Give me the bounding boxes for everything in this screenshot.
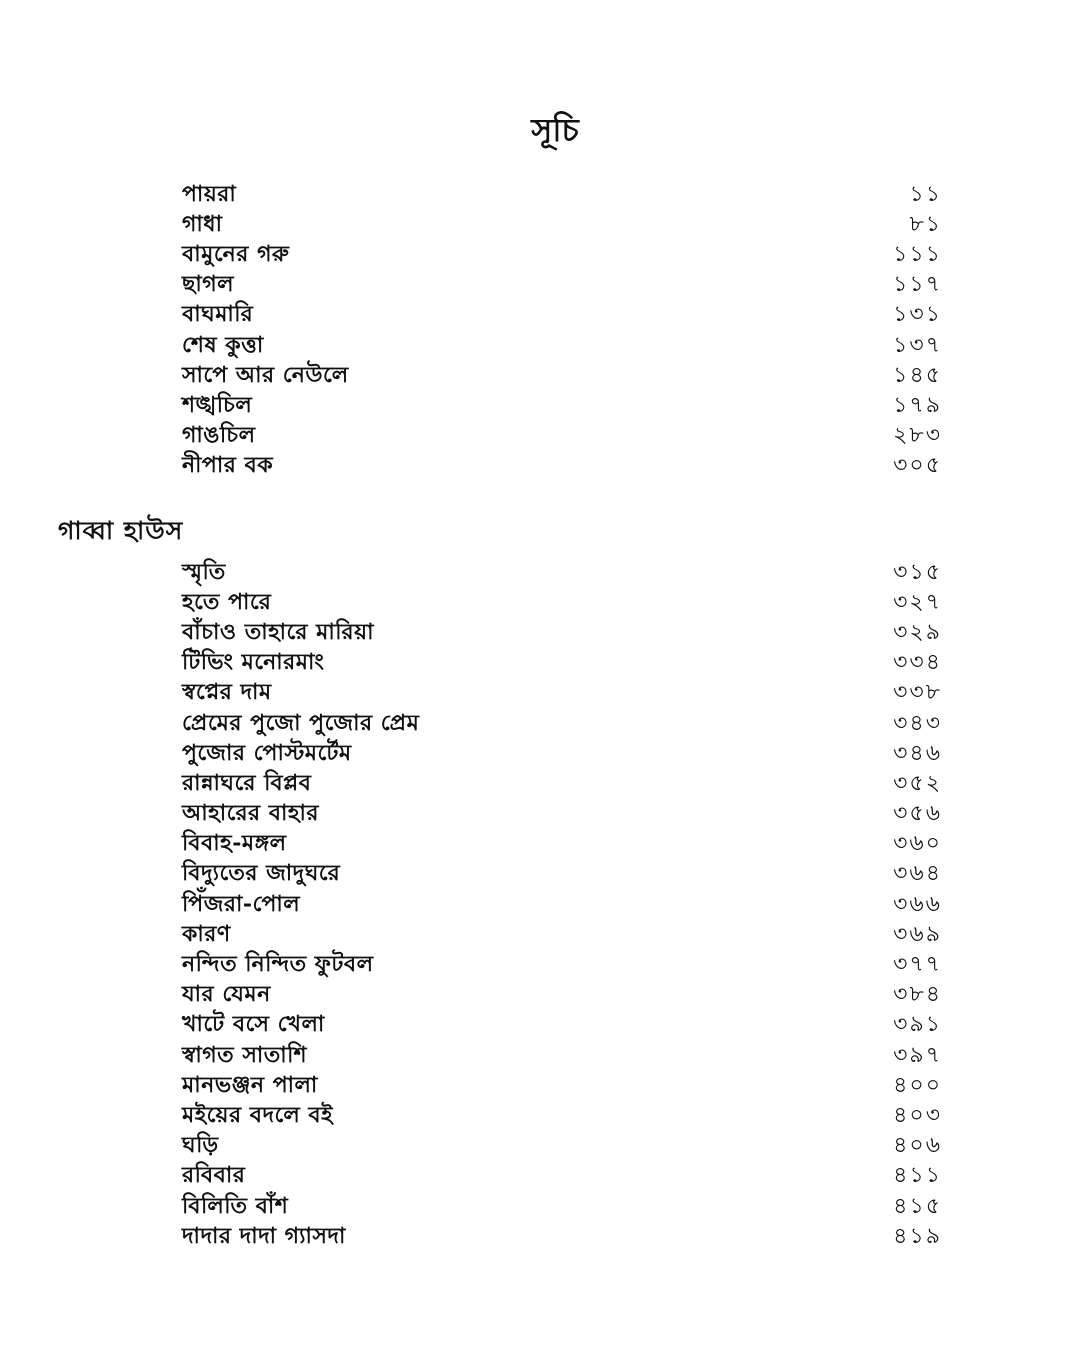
toc-entry	[182, 800, 942, 830]
entry-page-number: ৩৩৪	[893, 650, 942, 676]
toc-entry	[182, 1132, 942, 1162]
entry-title: হতে পারে	[182, 588, 272, 615]
toc-entry	[182, 391, 942, 421]
entry-page-number: ১৩৭	[893, 332, 942, 358]
entry-title: মইয়ের বদলে বই	[182, 1101, 334, 1128]
entry-title: পুজোর পোস্টমর্টেম	[182, 739, 352, 766]
entry-page-number: ৪১৫	[893, 1193, 942, 1219]
page-title: সূচি	[531, 111, 579, 149]
entry-title: স্মৃতি	[182, 558, 226, 585]
entry-page-number: ৩৪৬	[893, 740, 942, 766]
entry-title: পিঁজরা-পোল	[182, 890, 301, 917]
entry-title: বামুনের গরু	[182, 240, 290, 267]
entry-page-number: ১১	[909, 181, 942, 207]
entry-title: পায়রা	[182, 180, 237, 207]
entry-page-number: ১৭৯	[893, 392, 942, 418]
toc-entry	[182, 1162, 942, 1192]
entry-page-number: ৩৮৪	[893, 982, 942, 1008]
toc-entry	[182, 1011, 942, 1041]
toc-entry	[182, 558, 942, 588]
toc-entry	[182, 1041, 942, 1071]
toc-entry	[182, 361, 942, 391]
entry-title: খাটে বসে খেলা	[182, 1011, 325, 1038]
entry-page-number: ৩৫২	[893, 770, 942, 796]
toc-entry	[182, 890, 942, 920]
entry-title: গাধা	[182, 210, 223, 237]
entry-page-number: ৩৬৪	[893, 861, 942, 887]
toc-entry	[182, 830, 942, 860]
entry-page-number: ৩৯৭	[893, 1042, 942, 1068]
toc-list-main	[182, 180, 942, 482]
entry-title: স্বাগত সাতাশি	[182, 1041, 307, 1068]
entry-page-number: ৩১৫	[893, 559, 942, 585]
toc-entry	[182, 981, 942, 1011]
entry-title: কারণ	[182, 920, 231, 947]
toc-entry	[182, 950, 942, 980]
toc-entry	[182, 920, 942, 950]
entry-page-number: ৩২৯	[893, 619, 942, 645]
toc-entry	[182, 1071, 942, 1101]
entry-title: ঘড়ি	[182, 1132, 219, 1159]
entry-page-number: ৪১৯	[893, 1223, 942, 1249]
entry-page-number: ৩৬৬	[893, 891, 942, 917]
entry-title: নন্দিত নিন্দিত ফুটবল	[182, 951, 374, 978]
entry-page-number: ১১৭	[893, 272, 942, 298]
entry-page-number: ৪০৩	[893, 1102, 942, 1128]
toc-entry	[182, 769, 942, 799]
entry-title: ছাগল	[182, 271, 235, 298]
entry-page-number: ৩২৭	[893, 589, 942, 615]
entry-page-number: ৩৬০	[893, 831, 942, 857]
entry-page-number: ১১১	[893, 241, 942, 267]
toc-list-section	[182, 558, 942, 1252]
entry-title: নীপার বক	[182, 452, 274, 479]
toc-entry	[182, 1192, 942, 1222]
toc-entry	[182, 301, 942, 331]
entry-page-number: ৩৯১	[893, 1012, 942, 1038]
entry-title: টিভিং মনোরমাং	[182, 649, 325, 676]
toc-entry	[182, 210, 942, 240]
toc-entry	[182, 1222, 942, 1252]
toc-entry	[182, 588, 942, 618]
entry-page-number: ৪০৬	[893, 1133, 942, 1159]
entry-title: বিদ্যুতের জাদুঘরে	[182, 860, 341, 887]
entry-page-number: ৩৪৩	[893, 710, 942, 736]
toc-entry	[182, 180, 942, 210]
entry-title: রবিবার	[182, 1162, 246, 1189]
toc-entry	[182, 709, 942, 739]
entry-page-number: ৩৬৯	[893, 921, 942, 947]
toc-entry	[182, 422, 942, 452]
entry-page-number: ২৮৩	[893, 423, 942, 449]
entry-title: শঙ্খচিল	[182, 391, 253, 418]
entry-page-number: ৮১	[909, 211, 942, 237]
toc-entry	[182, 649, 942, 679]
entry-title: শেষ কুত্তা	[182, 331, 264, 358]
toc-entry	[182, 679, 942, 709]
entry-title: যার যেমন	[182, 981, 271, 1008]
entry-page-number: ১৩১	[893, 302, 942, 328]
entry-page-number: ৩৭৭	[893, 952, 942, 978]
entry-title: আহারের বাহার	[182, 800, 319, 827]
entry-title: প্রেমের পুজো পুজোর প্রেম	[182, 709, 420, 736]
entry-title: গাঙচিল	[182, 422, 256, 449]
section-heading: গাব্বা হাউস	[58, 516, 184, 545]
entry-title: সাপে আর নেউলে	[182, 361, 349, 388]
entry-page-number: ৪১১	[893, 1163, 942, 1189]
entry-title: বাঘমারি	[182, 301, 254, 328]
entry-title: বিবাহ-মঙ্গল	[182, 830, 287, 857]
entry-page-number: ১৪৫	[893, 362, 942, 388]
entry-title: বিলিতি বাঁশ	[182, 1192, 289, 1219]
toc-entry	[182, 860, 942, 890]
entry-page-number: ৩০৫	[893, 453, 942, 479]
entry-title: স্বপ্নের দাম	[182, 679, 272, 706]
toc-entry	[182, 1101, 942, 1131]
entry-title: দাদার দাদা গ্যাসদা	[182, 1222, 346, 1249]
toc-entry	[182, 271, 942, 301]
toc-entry	[182, 739, 942, 769]
entry-title: রান্নাঘরে বিপ্লব	[182, 769, 312, 796]
toc-entry	[182, 452, 942, 482]
entry-title: বাঁচাও তাহারে মারিয়া	[182, 618, 374, 645]
toc-entry	[182, 331, 942, 361]
entry-page-number: ৩৫৬	[893, 801, 942, 827]
entry-page-number: ৪০০	[893, 1072, 942, 1098]
entry-title: মানভঞ্জন পালা	[182, 1071, 318, 1098]
toc-entry	[182, 618, 942, 648]
entry-page-number: ৩৩৮	[893, 680, 942, 706]
toc-entry	[182, 240, 942, 270]
